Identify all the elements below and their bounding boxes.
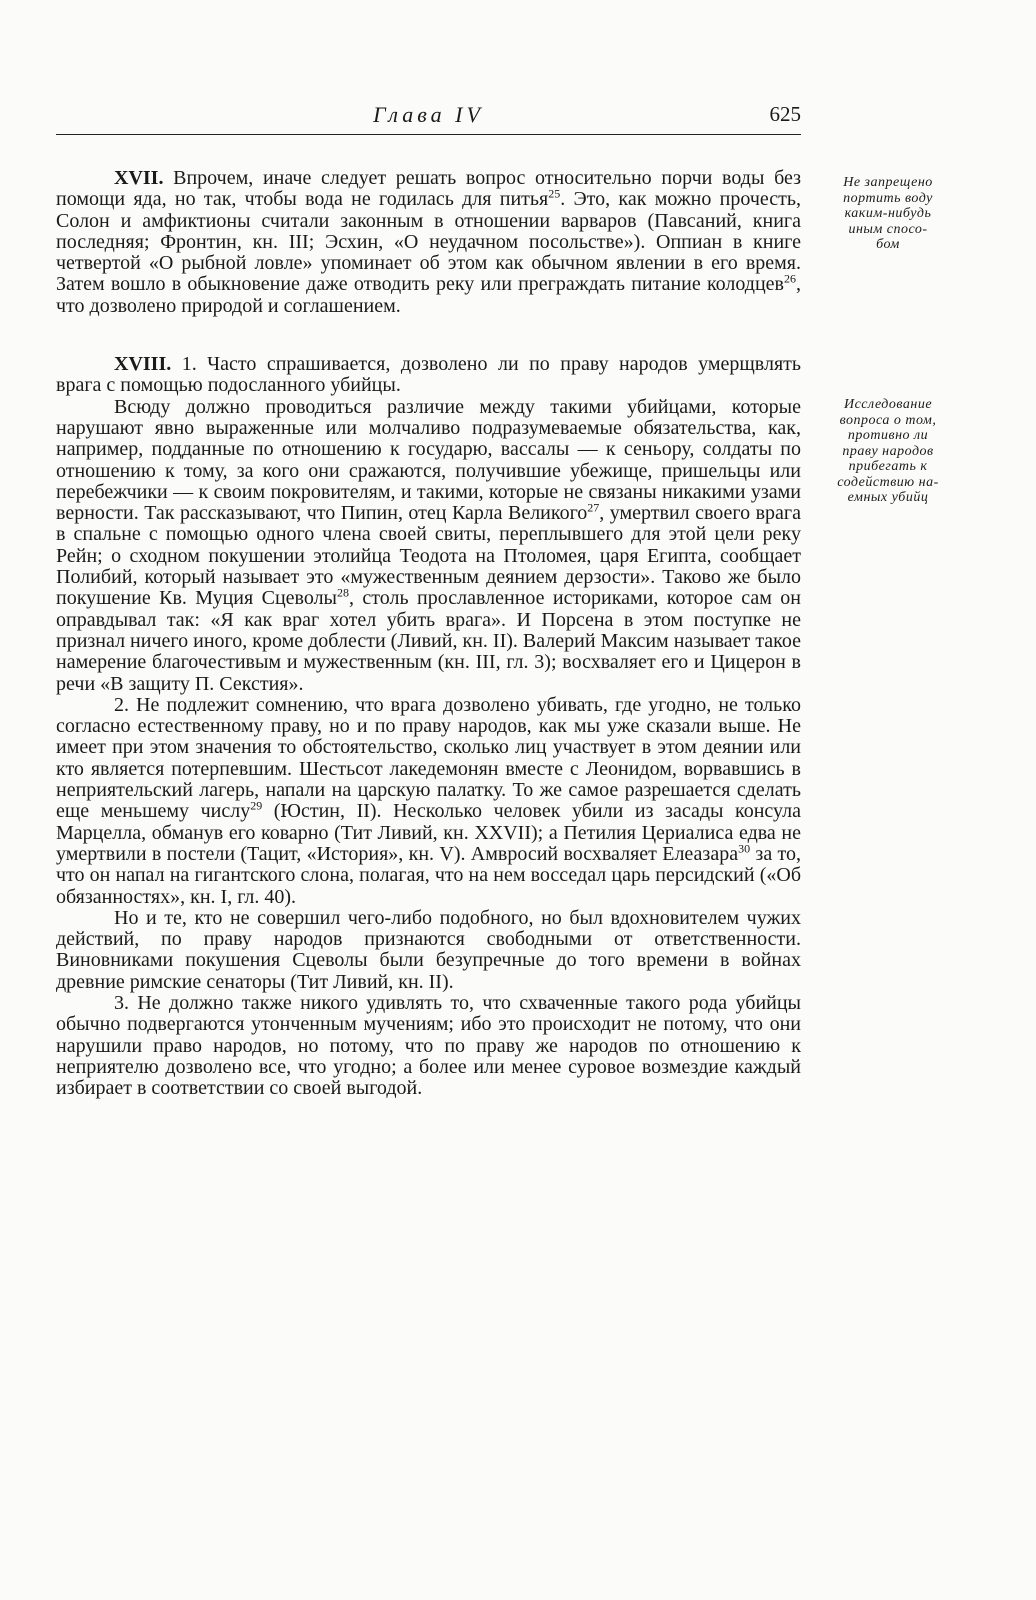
footnote-ref: 25 [548, 186, 561, 201]
footnote-ref: 27 [587, 500, 600, 515]
text-run: Всюду должно проводиться различие между такими убийцами, которые нарушают явно выраженные или молчаливо подразумеваемые обязательства, как, например, подданные по отношению к государю, вассалы — к сеньору, солдаты по отношению к тому, за кого они сражаются, получившие убежище, пришельцы или перебежчики — к своим покровителям, и такими, которые не связаны никакими узами верности. Так рассказывают, что Пипин, отец Карла Великого [56, 395, 801, 525]
page-number: 625 [769, 102, 801, 126]
margin-note-assassins [818, 397, 958, 506]
margin-note-line: каким-нибудь [844, 206, 932, 221]
margin-note-line: иным спосо- [848, 221, 928, 237]
paragraph-xviii-2 [56, 695, 801, 908]
text-run: Впрочем, иначе следует решать вопрос относительно порчи воды без помощи яда, но так, чтобы вода не годилась для питья [56, 167, 801, 211]
text-run: (Юстин, II). Несколько человек убили из засады консула Марцелла, обманув его коварно (Тит Ливий, кн. XXVII); а Петилия Цериалиса едва не умертвили в постели (Тацит, «История», кн. V). Амвросий восхваляет Елеазара [56, 800, 801, 865]
margin-note-line: Не запрещено [843, 175, 933, 190]
text-run: 2. Не подлежит сомнению, что врага дозволено убивать, где угодно, не только согласно естественному праву, но и по праву народов, как мы уже сказали выше. Не имеет при этом значения то обстоятельство, сколько лиц участвует в этом деянии или кто является потерпевшим. Шестьсот лакедемонян вместе с Леонидом, ворвавшись в неприятельский лагерь, напали на царскую палатку. То же самое разрешается сделать еще меньшему числу [56, 693, 801, 823]
text-run: 1. Часто спрашивается, дозволено ли по праву народов умерщвлять врага с помощью подосланного убийцы. [56, 353, 801, 397]
paragraph-xviii-2-cont: Но и те, кто не совершил чего-либо подобного, но был вдохновителем чужих действий, по праву народов признаются свободными от ответственности. Виновниками покушения Сцеволы были безупречные до того времени в войнах древние римские сенаторы (Тит Ливий, кн. II). [56, 906, 801, 993]
margin-note-line: прибегать к [848, 459, 928, 474]
main-text [56, 168, 801, 1099]
text-run: , умертвил своего врага в спальне с помощью одного члена своей свиты, переплывшего для этой цели реку Рейн; о сходном покушении этолийца Теодота на Птоломея, царя Египта, сообщает Полибий, который называет это «мужественным деянием дерзости». Таково же было покушение Кв. Муция Сцеволы [56, 502, 802, 610]
margin-note-line: вопроса о том, [839, 412, 937, 428]
text-run: за то, что он напал на гигантского слона, полагая, что на нем восседал царь персидский («Об обязанностях», кн. I, гл. 40). [56, 842, 802, 908]
chapter-title: Глава IV [373, 102, 484, 127]
section-number: XVII. [114, 167, 164, 189]
section-number: XVIII. [114, 353, 172, 376]
margin-note-line: содействию на- [837, 474, 939, 490]
margin-note-line: противно ли [847, 428, 929, 443]
paragraph-xviii-1-body [56, 397, 801, 695]
footnote-ref: 29 [250, 798, 263, 813]
text-run: , столь прославленное историками, которое сам он оправдывал так: «Я как враг хотел убить врага». И Порсена в этом поступке не признал ничего иного, кроме доблести (Ливий, кн. II). Валерий Максим называет такое намерение благочестивым и мужественным (кн. III, гл. 3); восхваляет его и Цицерон в речи «В защиту П. Секстия». [56, 587, 801, 695]
margin-note-line: бом [876, 237, 900, 252]
paragraph-xviii-3: 3. Не должно также никого удивлять то, что схваченные такого рода убийцы обычно подвергаются утонченным мучениям; ибо это происходит не потому, что они нарушили право народов, но потому, что по праву же народов по отношению к неприятелю дозволено все, что угодно; а более или менее суровое возмездие каждый избирает в соответствии со своей выгодой. [56, 991, 801, 1100]
margin-note-line: портить воду [843, 190, 933, 206]
margin-note-line: емных убийц [847, 490, 929, 505]
text-run: , что дозволено природой и соглашением. [56, 273, 801, 317]
margin-note-water [818, 175, 958, 253]
margin-note-line: праву народов [842, 443, 934, 459]
text-run: . Это, как можно прочесть, Солон и амфиктионы считали законным в отношении варваров (Павсаний, книга последняя; Фронтин, кн. III; Эсхин, «О неудачном посольстве»). Оппиан в книге четвертой «О рыбной ловле» упоминает об этом как обычном явлении в его время. Затем вошло в обыкновение даже отводить реку или преграждать питание колодцев [56, 188, 801, 296]
footnote-ref: 30 [738, 841, 751, 856]
margin-note-line: Исследование [843, 397, 933, 412]
footnote-ref: 28 [337, 585, 349, 600]
paragraph-xvii [56, 168, 801, 317]
page-header [56, 100, 801, 135]
paragraph-xviii-1 [56, 354, 801, 397]
footnote-ref: 26 [784, 271, 796, 286]
